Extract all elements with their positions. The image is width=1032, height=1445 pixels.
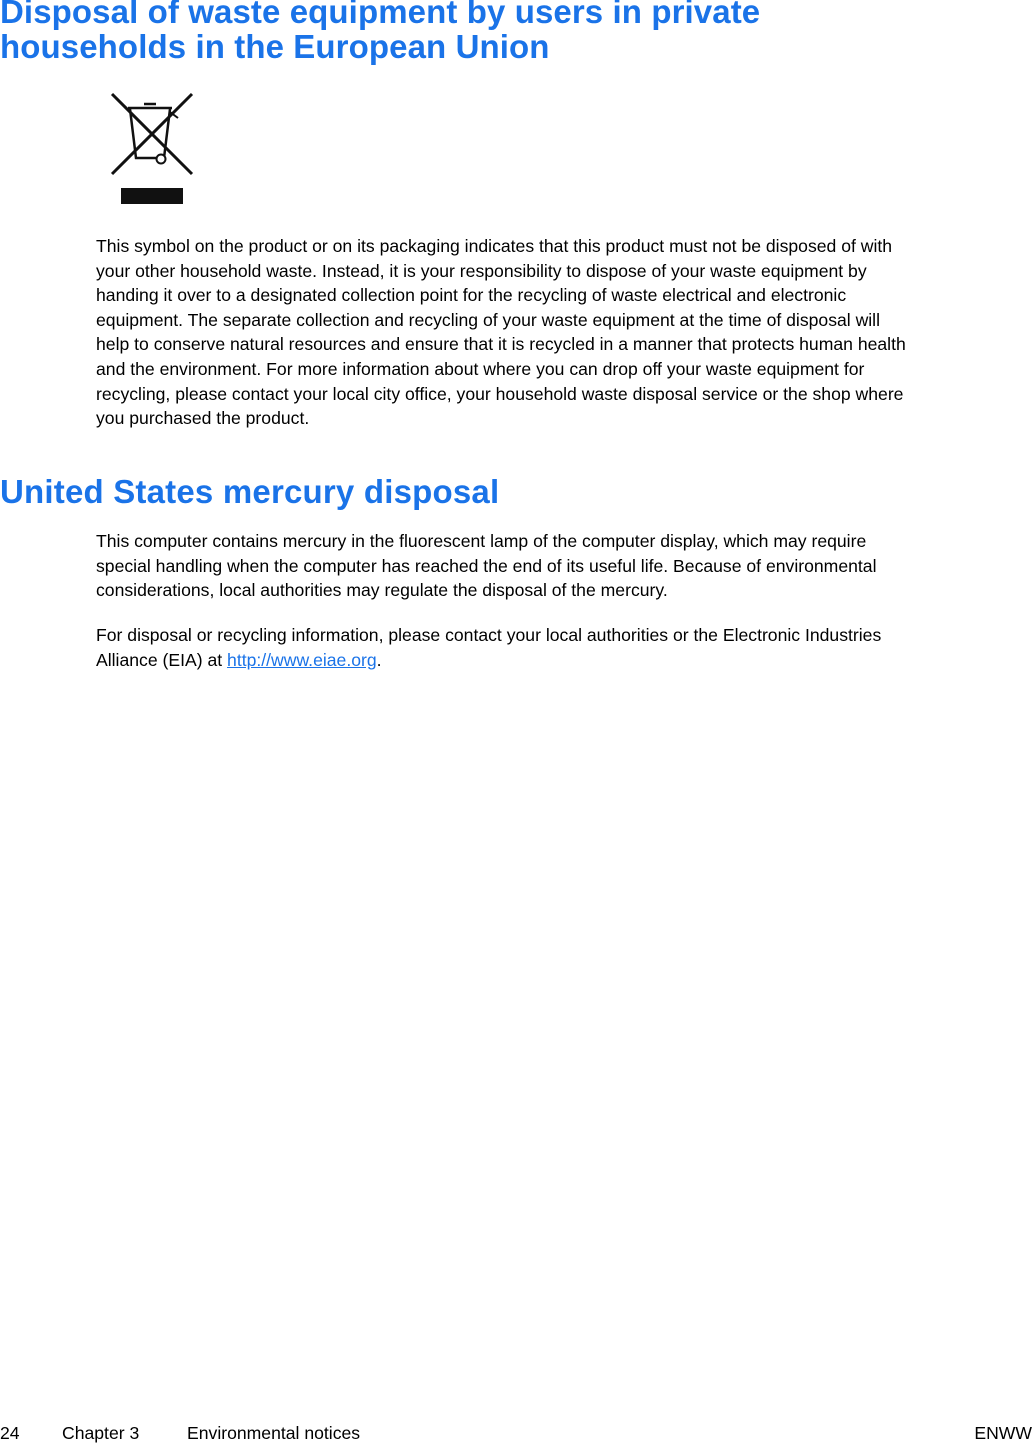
footer-doc-code: ENWW (974, 1423, 1032, 1443)
paragraph-line: you purchased the product. (96, 408, 310, 429)
section-heading-weee (0, 0, 760, 64)
paragraph-line: This symbol on the product or on its packaging indicates that this product must not be disposed of with (96, 236, 893, 256)
paragraph-line: special handling when the computer has reached the end of its useful life. Because of environmental (96, 555, 877, 576)
paragraph-text: Alliance (EIA) at (96, 649, 228, 670)
footer-chapter: Chapter 3 (62, 1423, 140, 1443)
heading-line: Disposal of waste equipment by users in private (0, 0, 761, 30)
paragraph-line: and the environment. For more information about where you can drop off your waste equipment for (96, 358, 865, 379)
paragraph-line: This computer contains mercury in the fluorescent lamp of the computer display, which may require (96, 531, 867, 551)
recycling-info-paragraph (96, 623, 1032, 672)
crossed-out-wheelie-bin-icon (106, 88, 198, 208)
paragraph-line: help to conserve natural resources and ensure that it is recycled in a manner that protects human health (96, 334, 906, 355)
paragraph-line (96, 648, 1032, 673)
mercury-paragraph (96, 529, 1032, 603)
eia-website-link[interactable]: http://www.eiae.org (227, 649, 377, 670)
paragraph-line: your other household waste. Instead, it is your responsibility to dispose of your waste equipment by (96, 260, 867, 281)
footer-chapter-title: Environmental notices (187, 1423, 361, 1443)
paragraph-line: recycling, please contact your local city office, your household waste disposal service or the shop where (96, 383, 904, 404)
paragraph-text: . (376, 649, 382, 670)
weee-paragraph (96, 234, 1032, 431)
page-number: 24 (0, 1423, 20, 1443)
paragraph-line: equipment. The separate collection and recycling of your waste equipment at the time of disposal will (96, 309, 881, 330)
paragraph-line: handing it over to a designated collection point for the recycling of waste electrical and electronic (96, 285, 847, 306)
heading-line: households in the European Union (0, 28, 550, 65)
section-heading-mercury: United States mercury disposal (0, 473, 500, 510)
paragraph-line: For disposal or recycling information, please contact your local authorities or the Electronic Industries (96, 625, 882, 645)
paragraph-line: considerations, local authorities may regulate the disposal of the mercury. (96, 580, 668, 601)
